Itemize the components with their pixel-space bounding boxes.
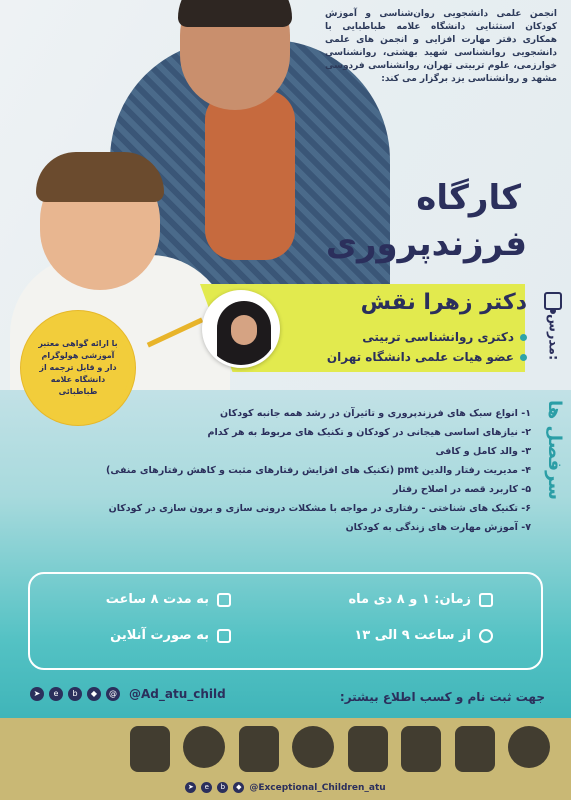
telegram-icon[interactable]: ➤: [30, 687, 44, 701]
register-label: جهت ثبت نام و کسب اطلاع بیشتر:: [339, 690, 545, 704]
presenter-degree-text: دکتری روانشناسی تربیتی: [362, 330, 514, 344]
info-time: [354, 628, 493, 643]
eitaa-icon[interactable]: e: [201, 782, 212, 793]
hourglass-icon: [217, 593, 231, 607]
university-logo: [348, 726, 388, 772]
presenter-portrait: [202, 290, 280, 368]
boy-hair: [36, 152, 164, 202]
syllabus-item: ۶- تکنیک های شناختی - رفتاری در مواجه با مشکلات درونی سازی و برون سازی در کودکان: [108, 503, 531, 514]
syllabus-side-label: سرفصل ها: [544, 400, 565, 500]
university-logo: [130, 726, 170, 772]
info-date-text: زمان: ۱ و ۸ دی ماه: [348, 592, 471, 607]
presenter-label: مدرس:: [545, 314, 561, 361]
intro-paragraph: انجمن علمی دانشجویی روان‌شناسی و آموزش کودکان استثنایی دانشگاه علامه طباطبایی با همکاری دفتر مهارت افزایی و انجمن های علمی دانشجویی روانشناسی شهید بهشتی، روانشناسی خوارزمی، علوم تربیتی تهران، روانشناسی فردوسی مشهد و روانشناسی یزد برگزار می کند:: [325, 9, 557, 84]
info-duration-text: به مدت ۸ ساعت: [105, 592, 209, 607]
university-logo: [183, 726, 225, 768]
title-line-2: فرزندپروری: [325, 224, 527, 264]
calendar-icon: [479, 593, 493, 607]
university-logo: [508, 726, 550, 768]
syllabus-item: ۵- کاربرد قصه در اصلاح رفتار: [393, 484, 531, 495]
rubika-icon[interactable]: ◆: [87, 687, 101, 701]
teacher-board-icon: [544, 292, 562, 310]
university-logo: [401, 726, 441, 772]
igap-icon[interactable]: @: [106, 687, 120, 701]
info-date: [349, 592, 494, 607]
partner-logos: [130, 726, 550, 772]
syllabus-item: ۱- انواع سبک های فرزندپروری و تاثیرآن در رشد همه جانبه کودکان: [220, 408, 531, 419]
syllabus-item: ۷- آموزش مهارت های زندگی به کودکان: [345, 522, 531, 533]
title-line-1: کارگاه: [416, 178, 521, 218]
syllabus-list: [61, 404, 531, 537]
presenter-tag: [541, 292, 565, 388]
info-duration: [106, 592, 231, 607]
portrait-face: [231, 315, 257, 345]
syllabus-item: ۴- مدیریت رفتار والدین pmt (تکنیک های افزایش رفتارهای مثبت و کاهش رفتارهای منفی): [105, 465, 531, 476]
presenter-affiliation-text: عضو هیات علمی دانشگاه تهران: [326, 350, 514, 364]
info-mode: [110, 628, 231, 643]
syllabus-item: ۳- والد کامل و کافی: [435, 446, 531, 457]
certificate-seal-text: با ارائه گواهی معتبر آموزشی هولوگرام دار و قابل ترجمه از دانشگاه علامه طباطبائی: [38, 339, 118, 396]
presenter-affiliation: [327, 350, 527, 364]
telegram-icon[interactable]: ➤: [185, 782, 196, 793]
university-logo: [239, 726, 279, 772]
clock-icon: [479, 629, 493, 643]
presenter-degree: [362, 330, 527, 344]
register-handle[interactable]: @Ad_atu_child: [129, 687, 226, 701]
bale-icon[interactable]: b: [68, 687, 82, 701]
info-time-text: از ساعت ۹ الی ۱۳: [354, 628, 471, 643]
father-shirt: [205, 90, 295, 260]
bullet-dot: [520, 334, 527, 341]
register-contact[interactable]: [30, 687, 226, 701]
university-logo: [292, 726, 334, 768]
rubika-icon[interactable]: ◆: [233, 782, 244, 793]
footer-logos-bar: [0, 718, 571, 800]
bale-icon[interactable]: b: [217, 782, 228, 793]
bullet-dot: [520, 354, 527, 361]
monitor-icon: [217, 629, 231, 643]
footer-contact[interactable]: [0, 782, 571, 793]
father-hair: [178, 0, 292, 27]
footer-handle[interactable]: @Exceptional_Children_atu: [249, 782, 386, 793]
syllabus-item: ۲- نیازهای اساسی هیجانی در کودکان و تکنیک های مربوط به هر کدام: [207, 427, 531, 438]
eitaa-icon[interactable]: e: [49, 687, 63, 701]
info-mode-text: به صورت آنلاین: [110, 628, 209, 643]
presenter-name: دکتر زهرا نقش: [360, 290, 527, 315]
info-box: [28, 572, 543, 670]
university-logo: [455, 726, 495, 772]
